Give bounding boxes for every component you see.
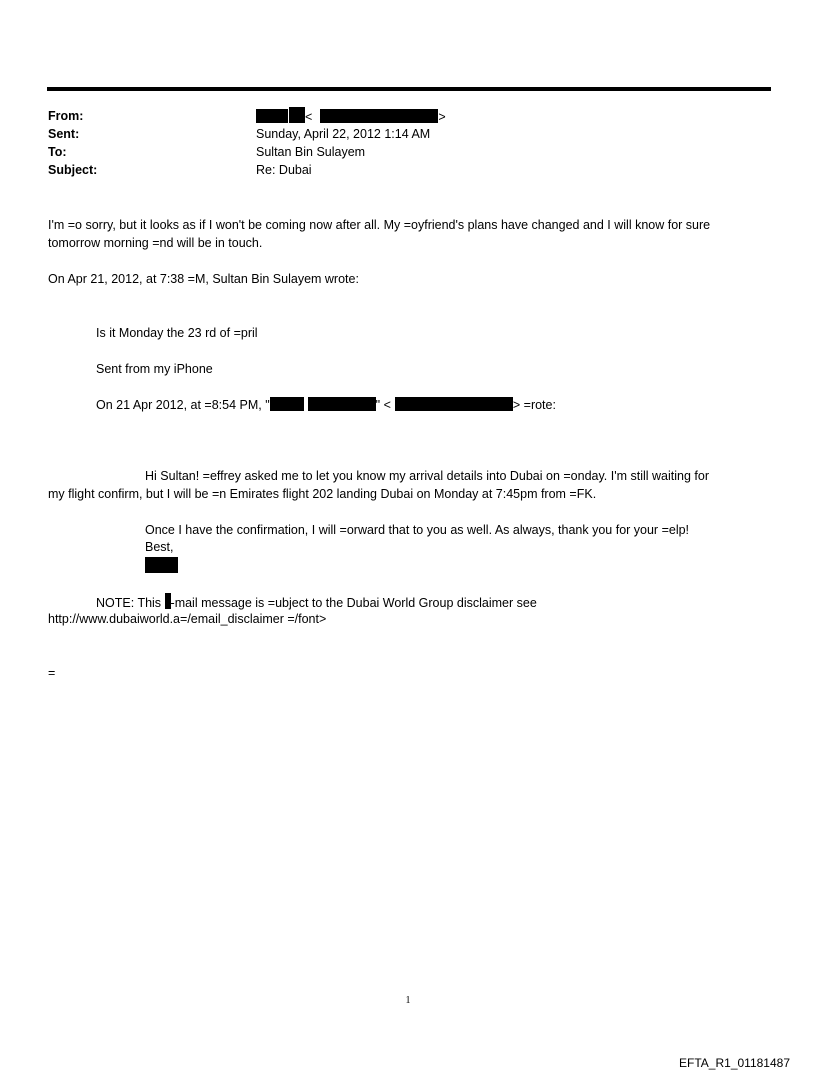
equals-line: = xyxy=(48,666,56,680)
quote-monday: Is it Monday the 23 rd of =pril xyxy=(96,326,258,340)
document-id: EFTA_R1_01181487 xyxy=(679,1056,790,1070)
on21-line xyxy=(96,396,556,414)
sent-label: Sent: xyxy=(48,127,80,141)
to-label: To: xyxy=(48,145,67,159)
hi-line-2: my flight confirm, but I will be =n Emirates flight 202 landing Dubai on Monday at 7:45pm from =FK. xyxy=(48,487,597,501)
redaction-block xyxy=(256,109,288,123)
sent-value: Sunday, April 22, 2012 1:14 AM xyxy=(256,127,431,141)
header-rule xyxy=(47,87,771,91)
note-line-2: http://www.dubaiworld.a=/email_disclaimer =/font> xyxy=(48,612,327,626)
on-wrote-line: On Apr 21, 2012, at 7:38 =M, Sultan Bin Sulayem wrote: xyxy=(48,272,359,286)
subject-value: Re: Dubai xyxy=(256,163,312,177)
redaction-block xyxy=(308,397,376,411)
from-value xyxy=(256,107,446,126)
redaction-block xyxy=(320,109,438,123)
body-line: tomorrow morning =nd will be in touch. xyxy=(48,236,263,250)
on21-prefix: On 21 Apr 2012, at =8:54 PM, " xyxy=(96,398,270,412)
to-value: Sultan Bin Sulayem xyxy=(256,145,366,159)
page-number: 1 xyxy=(405,995,411,1006)
body-line: I'm =o sorry, but it looks as if I won't be coming now after all. My =oyfriend's plans have changed and I will know for sure xyxy=(48,218,711,232)
best-line: Best, xyxy=(145,540,174,554)
from-open-bracket: < xyxy=(305,110,313,124)
on21-suffix: > =rote: xyxy=(512,398,556,412)
subject-label: Subject: xyxy=(48,163,98,177)
from-close-bracket: > xyxy=(438,110,446,124)
redaction-block xyxy=(270,397,304,411)
redaction-block xyxy=(289,107,305,123)
hi-line-1: Hi Sultan! =effrey asked me to let you know my arrival details into Dubai on =onday. I'm still waiting for xyxy=(145,469,709,483)
sent-from-line: Sent from my iPhone xyxy=(96,362,213,376)
redaction-block xyxy=(395,397,513,411)
note-suffix: -mail message is =ubject to the Dubai World Group disclaimer see xyxy=(170,596,537,610)
from-label: From: xyxy=(48,109,84,123)
on21-mid: " < xyxy=(375,398,391,412)
signature-redaction xyxy=(145,557,178,573)
note-prefix: NOTE: This xyxy=(96,596,165,610)
once-line: Once I have the confirmation, I will =orward that to you as well. As always, thank you for your =elp! xyxy=(145,523,690,537)
